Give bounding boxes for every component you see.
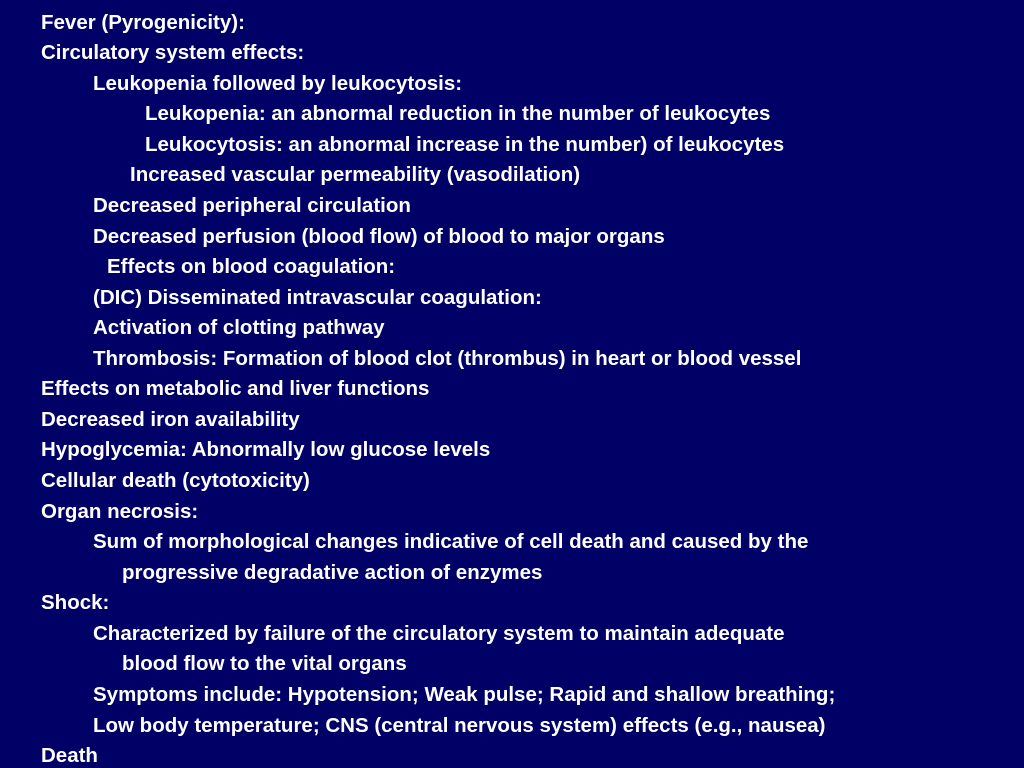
heading-hypoglycemia: Hypoglycemia: Abnormally low glucose levels <box>41 438 491 461</box>
heading-iron-availability: Decreased iron availability <box>41 408 300 431</box>
item-thrombosis: Thrombosis: Formation of blood clot (thrombus) in heart or blood vessel <box>93 347 802 370</box>
heading-circulatory-effects: Circulatory system effects: <box>41 41 305 64</box>
item-shock-symptoms-1: Symptoms include: Hypotension; Weak pulse; Rapid and shallow breathing; <box>93 683 836 706</box>
heading-organ-necrosis: Organ necrosis: <box>41 500 199 523</box>
item-shock-definition-1: Characterized by failure of the circulatory system to maintain adequate <box>93 622 785 645</box>
item-leukopenia-leukocytosis: Leukopenia followed by leukocytosis: <box>93 72 463 95</box>
item-peripheral-circulation: Decreased peripheral circulation <box>93 194 411 217</box>
item-necrosis-definition-1: Sum of morphological changes indicative of cell death and caused by the <box>93 530 809 553</box>
heading-fever: Fever (Pyrogenicity): <box>41 11 245 34</box>
item-dic: (DIC) Disseminated intravascular coagulation: <box>93 286 542 309</box>
item-decreased-perfusion: Decreased perfusion (blood flow) of blood to major organs <box>93 225 665 248</box>
item-leukocytosis-definition: Leukocytosis: an abnormal increase in the number) of leukocytes <box>145 133 785 156</box>
item-blood-coagulation: Effects on blood coagulation: <box>107 255 396 278</box>
item-necrosis-definition-2: progressive degradative action of enzymes <box>122 561 543 584</box>
item-vascular-permeability: Increased vascular permeability (vasodilation) <box>130 163 581 186</box>
heading-cellular-death: Cellular death (cytotoxicity) <box>41 469 310 492</box>
item-shock-symptoms-2: Low body temperature; CNS (central nervous system) effects (e.g., nausea) <box>93 714 826 737</box>
heading-shock: Shock: <box>41 591 110 614</box>
item-clotting-pathway: Activation of clotting pathway <box>93 316 385 339</box>
item-leukopenia-definition: Leukopenia: an abnormal reduction in the number of leukocytes <box>145 102 771 125</box>
heading-metabolic-liver: Effects on metabolic and liver functions <box>41 377 430 400</box>
item-shock-definition-2: blood flow to the vital organs <box>122 652 407 675</box>
heading-death: Death <box>41 744 98 767</box>
